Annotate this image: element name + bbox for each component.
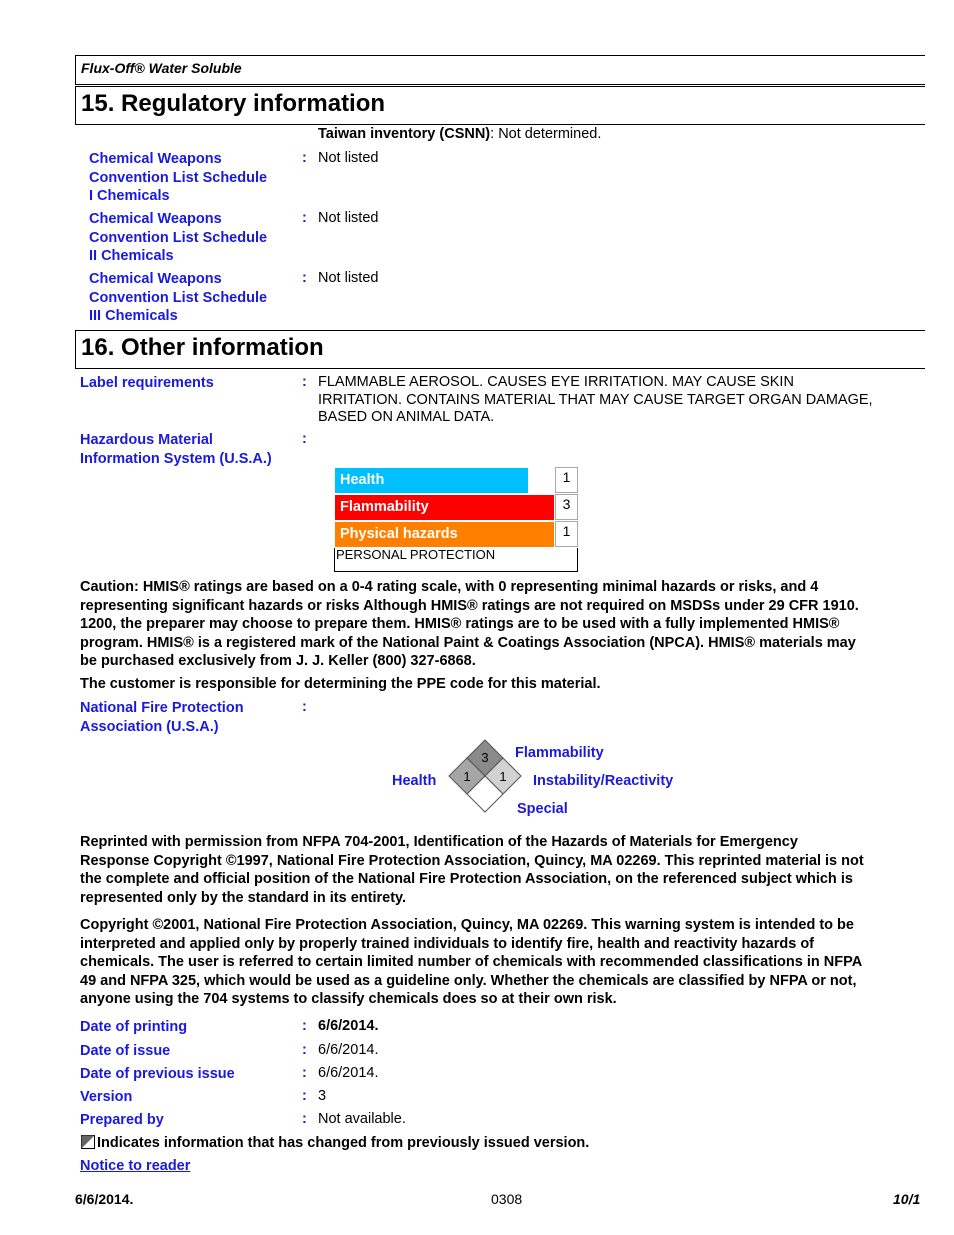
colon: : [302, 1088, 307, 1104]
paragraph-line: be purchased exclusively from J. J. Keller (800) 327-6868. [80, 653, 476, 669]
label-req-line: FLAMMABLE AEROSOL. CAUSES EYE IRRITATION. MAY CAUSE SKIN [318, 374, 794, 390]
cwc-schedule-2-label [89, 210, 299, 266]
nfpa-label [80, 699, 244, 736]
nfpa-special-label: Special [517, 801, 568, 817]
taiwan-label: Taiwan inventory (CSNN) [318, 126, 491, 142]
nfpa-instability-label: Instability/Reactivity [533, 773, 674, 789]
nfpa-copyright-paragraph [80, 916, 925, 1009]
footer-date: 6/6/2014. [75, 1191, 134, 1207]
prepared-by-value: Not available. [318, 1111, 406, 1127]
footer-code: 0308 [491, 1191, 523, 1207]
personal-protection: PERSONAL PROTECTION [334, 548, 578, 572]
section-15-header [75, 86, 925, 125]
paragraph-line: represented only by the standard in its entirety. [80, 889, 407, 906]
ppe-note: The customer is responsible for determining the PPE code for this material. [80, 676, 601, 692]
hmis-row-flammability [334, 494, 578, 520]
colon: : [302, 270, 307, 286]
hmis-rating-table [334, 467, 578, 573]
nfpa-health-label: Health [392, 773, 437, 789]
colon: : [302, 1065, 307, 1081]
paragraph-line: Caution: HMIS® ratings are based on a 0-4 rating scale, with 0 representing minimal hazards or risks, and 4 [80, 579, 819, 595]
paragraph-line: Copyright ©2001, National Fire Protection Association, Quincy, MA 02269. This warning system is intended to be [80, 917, 854, 933]
date-of-issue-value: 6/6/2014. [318, 1042, 379, 1058]
label-line: Association (U.S.A.) [80, 718, 219, 735]
paragraph-line: interpreted and applied only by properly trained individuals to identify fire, health and reactivity hazards of [80, 935, 814, 952]
hmis-row-label: Physical hazards [340, 526, 458, 542]
paragraph-line: the complete and official position of the National Fire Protection Association, on the referenced subject which is [80, 871, 853, 887]
colon: : [302, 699, 307, 715]
label-line: Hazardous Material [80, 432, 213, 448]
notice-to-reader-link[interactable]: Notice to reader [80, 1158, 191, 1174]
cwc-schedule-3-label [89, 270, 299, 326]
date-of-issue-label: Date of issue [80, 1043, 171, 1059]
label-requirements-label: Label requirements [80, 375, 214, 391]
paragraph-line: Response Copyright ©1997, National Fire Protection Association, Quincy, MA 02269. This reprinted material is not [80, 852, 864, 869]
cwc-schedule-1-value: Not listed [318, 150, 379, 166]
label-line: Chemical Weapons [89, 151, 222, 167]
colon: : [302, 1042, 307, 1058]
section-15-title: 15. Regulatory information [81, 90, 386, 117]
colon: : [302, 431, 307, 447]
date-of-previous-issue-value: 6/6/2014. [318, 1065, 379, 1081]
label-line: II Chemicals [89, 248, 174, 264]
paragraph-line: anyone using the 704 systems to classify chemicals does so at their own risk. [80, 991, 617, 1007]
label-line: Convention List Schedule [89, 229, 268, 246]
label-req-line: IRRITATION. CONTAINS MATERIAL THAT MAY CAUSE TARGET ORGAN DAMAGE, [318, 391, 873, 408]
paragraph-line: chemicals. The user is referred to certain limited number of chemicals with recommended classifications in NFPA [80, 954, 863, 970]
nfpa-health-value: 1 [463, 769, 471, 784]
label-requirements-value [318, 374, 928, 427]
hmis-row-label: Flammability [340, 499, 429, 515]
label-line: Information System (U.S.A.) [80, 450, 272, 467]
colon: : [302, 1018, 307, 1034]
changed-note: Indicates information that has changed from previously issued version. [97, 1135, 590, 1151]
hmis-bar [335, 468, 528, 493]
label-line: Convention List Schedule [89, 169, 268, 186]
section-16-header [75, 330, 925, 369]
date-of-printing-label: Date of printing [80, 1019, 188, 1035]
hmis-row-label: Health [340, 472, 385, 488]
document-header [75, 55, 925, 85]
date-of-printing-value: 6/6/2014. [318, 1018, 379, 1034]
hmis-row-value: 1 [555, 521, 578, 547]
date-of-previous-issue-label: Date of previous issue [80, 1066, 235, 1082]
footer-page-number: 10/1 [893, 1191, 921, 1207]
hmis-row-health [334, 467, 578, 493]
cwc-schedule-3-value: Not listed [318, 270, 379, 286]
section-16-title: 16. Other information [81, 334, 324, 361]
paragraph-line: 1200, the preparer may choose to prepare them. HMIS® ratings are to be used with a fully implemented HMIS® [80, 616, 840, 632]
paragraph-line: Reprinted with permission from NFPA 704-2001, Identification of the Hazards of Materials for Emergency [80, 834, 798, 850]
paragraph-line: representing significant hazards or risks Although HMIS® ratings are not required on MSDSs under 29 CFR 1910. [80, 597, 859, 614]
hmis-row-value: 3 [555, 494, 578, 520]
hmis-bar [335, 495, 554, 520]
colon: : [302, 374, 307, 390]
label-line: National Fire Protection [80, 700, 244, 716]
taiwan-inventory [318, 126, 601, 142]
changed-marker-icon [81, 1135, 95, 1149]
cwc-schedule-1-label [89, 150, 299, 206]
hmis-label [80, 431, 272, 468]
hmis-caution-paragraph [80, 578, 925, 671]
label-line: I Chemicals [89, 188, 170, 204]
paragraph-line: program. HMIS® is a registered mark of the National Paint & Coatings Association (NPCA). HMIS® materials may [80, 634, 856, 651]
paragraph-line: 49 and NFPA 325, which would be used as a guideline only. Whether the chemicals are classified by NFPA or not, [80, 972, 857, 989]
version-label: Version [80, 1089, 133, 1105]
version-value: 3 [318, 1088, 327, 1104]
label-line: Chemical Weapons [89, 271, 222, 287]
nfpa-reprint-paragraph [80, 833, 925, 907]
label-line: Convention List Schedule [89, 289, 268, 306]
product-name: Flux-Off® Water Soluble [81, 60, 242, 76]
colon: : [302, 150, 307, 166]
label-line: III Chemicals [89, 308, 178, 324]
nfpa-flammability-value: 3 [481, 750, 489, 765]
label-line: Chemical Weapons [89, 211, 222, 227]
taiwan-value: : Not determined. [490, 126, 602, 142]
nfpa-flammability-label: Flammability [515, 745, 604, 761]
colon: : [302, 210, 307, 226]
prepared-by-label: Prepared by [80, 1112, 164, 1128]
hmis-bar [335, 522, 554, 547]
hmis-row-value: 1 [555, 467, 578, 493]
colon: : [302, 1111, 307, 1127]
label-req-line: BASED ON ANIMAL DATA. [318, 409, 495, 425]
hmis-row-physical-hazards [334, 521, 578, 547]
cwc-schedule-2-value: Not listed [318, 210, 379, 226]
nfpa-instability-value: 1 [499, 769, 507, 784]
